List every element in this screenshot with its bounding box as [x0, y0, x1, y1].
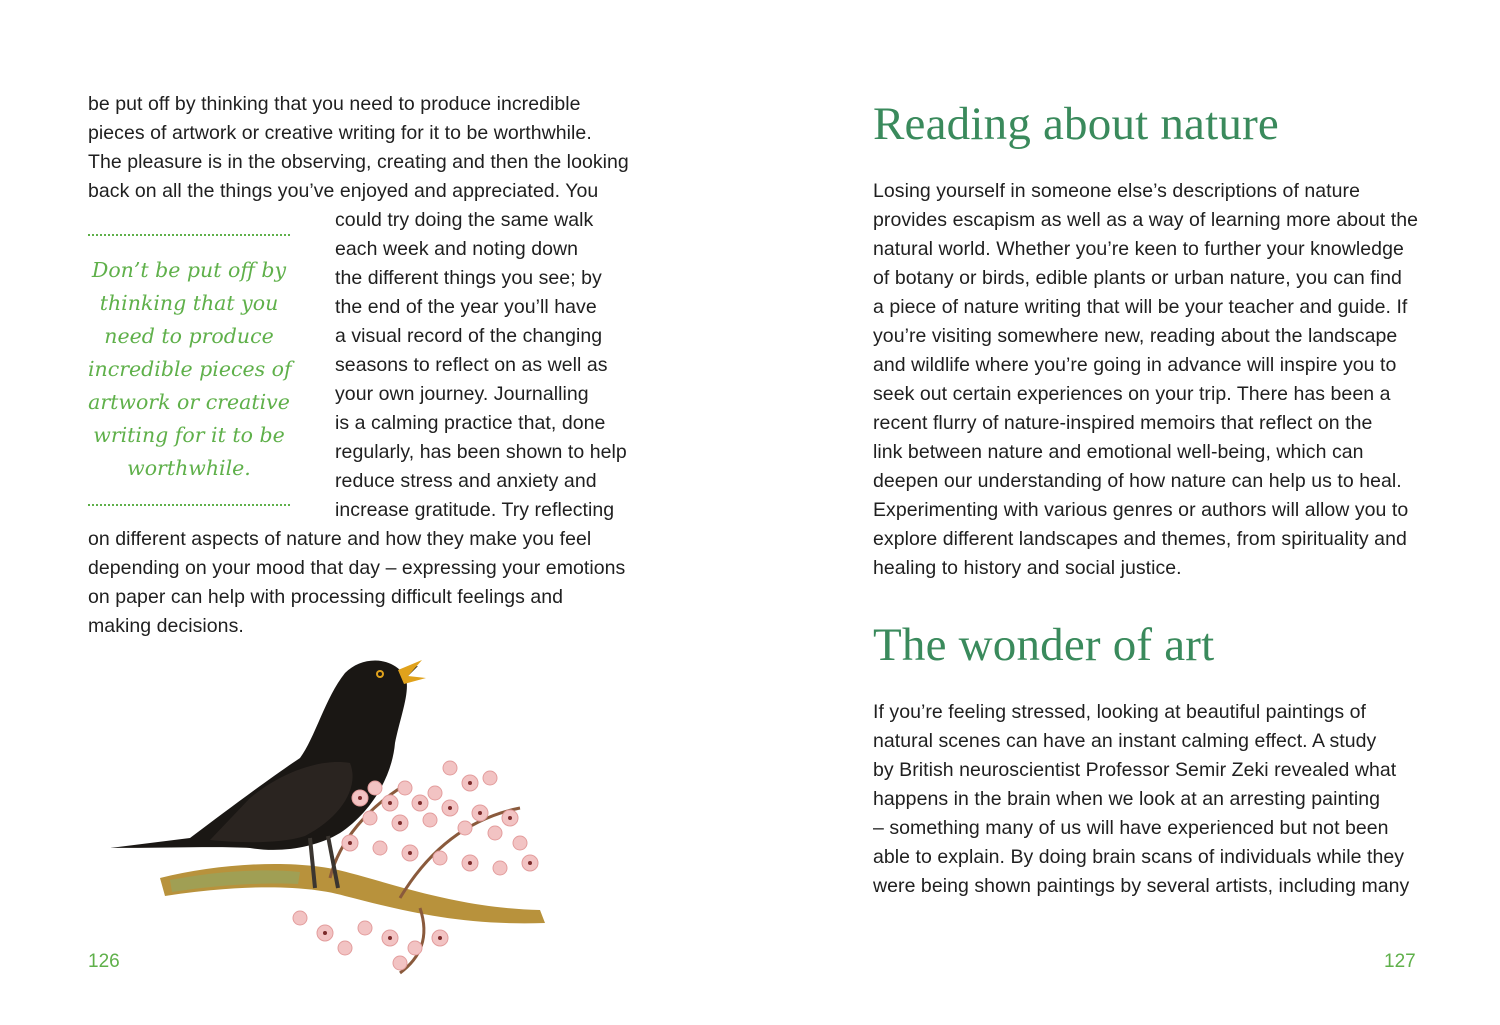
- blackbird-illustration: [100, 648, 570, 978]
- pull-quote-line: artwork or creative: [88, 390, 290, 414]
- body-text-line: healing to history and social justice.: [873, 557, 1182, 579]
- right-page: [750, 0, 1500, 1025]
- body-text-line: by British neuroscientist Professor Semir Zeki revealed what: [873, 759, 1397, 781]
- pull-quote-line: worthwhile.: [127, 456, 251, 480]
- body-text-line: increase gratitude. Try reflecting: [335, 499, 615, 521]
- body-text-line: each week and noting down: [335, 238, 579, 260]
- body-text-line: back on all the things you’ve enjoyed and appreciated. You: [88, 180, 599, 202]
- body-text-line: happens in the brain when we look at an arresting painting: [873, 788, 1380, 810]
- body-text-line: a visual record of the changing: [335, 325, 603, 347]
- body-text-line: provides escapism as well as a way of learning more about the: [873, 209, 1418, 231]
- pull-quote-line: incredible pieces of: [88, 357, 292, 381]
- body-text-line: reduce stress and anxiety and: [335, 470, 597, 492]
- page-number: 127: [1384, 951, 1416, 972]
- dotted-divider: [88, 504, 290, 506]
- body-text-line: on paper can help with processing difficult feelings and: [88, 586, 564, 608]
- body-text-line: recent flurry of nature-inspired memoirs that reflect on the: [873, 412, 1373, 434]
- body-text-line: making decisions.: [88, 615, 244, 637]
- body-text-line: link between nature and emotional well-being, which can: [873, 441, 1364, 463]
- dotted-divider: [88, 234, 290, 236]
- pull-quote-line: thinking that you: [99, 291, 279, 315]
- body-text-line: regularly, has been shown to help: [335, 441, 627, 463]
- body-text-line: The pleasure is in the observing, creating and then the looking: [88, 151, 629, 173]
- body-text-line: natural world. Whether you’re keen to further your knowledge: [873, 238, 1404, 260]
- body-text-line: seek out certain experiences on your trip. There has been a: [873, 383, 1391, 405]
- body-text-line: pieces of artwork or creative writing for it to be worthwhile.: [88, 122, 592, 144]
- body-text-line: – something many of us will have experienced but not been: [873, 817, 1389, 839]
- body-text-line: were being shown paintings by several artists, including many: [873, 875, 1410, 897]
- body-text-line: on different aspects of nature and how they make you feel: [88, 528, 592, 550]
- body-text-line: natural scenes can have an instant calming effect. A study: [873, 730, 1377, 752]
- body-text-line: a piece of nature writing that will be your teacher and guide. If: [873, 296, 1408, 318]
- body-text-line: able to explain. By doing brain scans of individuals while they: [873, 846, 1405, 868]
- section-heading: The wonder of art: [873, 619, 1215, 671]
- body-text-line: explore different landscapes and themes, from spirituality and: [873, 528, 1407, 550]
- body-text-line: be put off by thinking that you need to produce incredible: [88, 93, 581, 115]
- body-text-line: and wildlife where you’re going in advance will inspire you to: [873, 354, 1397, 376]
- pull-quote-line: writing for it to be: [93, 423, 285, 447]
- body-text-line: Losing yourself in someone else’s descriptions of nature: [873, 180, 1360, 202]
- body-text-line: your own journey. Journalling: [335, 383, 589, 405]
- body-text-line: the end of the year you’ll have: [335, 296, 597, 318]
- body-text-line: the different things you see; by: [335, 267, 602, 289]
- pull-quote: [88, 234, 290, 506]
- body-text-line: Experimenting with various genres or authors will allow you to: [873, 499, 1409, 521]
- pull-quote-line: Don’t be put off by: [91, 258, 287, 282]
- body-text-line: If you’re feeling stressed, looking at beautiful paintings of: [873, 701, 1367, 723]
- pull-quote-line: need to produce: [104, 324, 274, 348]
- page-number: 126: [88, 951, 120, 972]
- body-text-line: you’re visiting somewhere new, reading about the landscape: [873, 325, 1398, 347]
- body-text-line: of botany or birds, edible plants or urban nature, you can find: [873, 267, 1402, 289]
- section-heading: Reading about nature: [873, 98, 1279, 150]
- body-text-line: deepen our understanding of how nature can help us to heal.: [873, 470, 1402, 492]
- body-text-line: depending on your mood that day – expressing your emotions: [88, 557, 626, 579]
- branch: [160, 864, 545, 923]
- body-text-line: seasons to reflect on as well as: [335, 354, 608, 376]
- body-text-line: could try doing the same walk: [335, 209, 594, 231]
- body-text-line: is a calming practice that, done: [335, 412, 606, 434]
